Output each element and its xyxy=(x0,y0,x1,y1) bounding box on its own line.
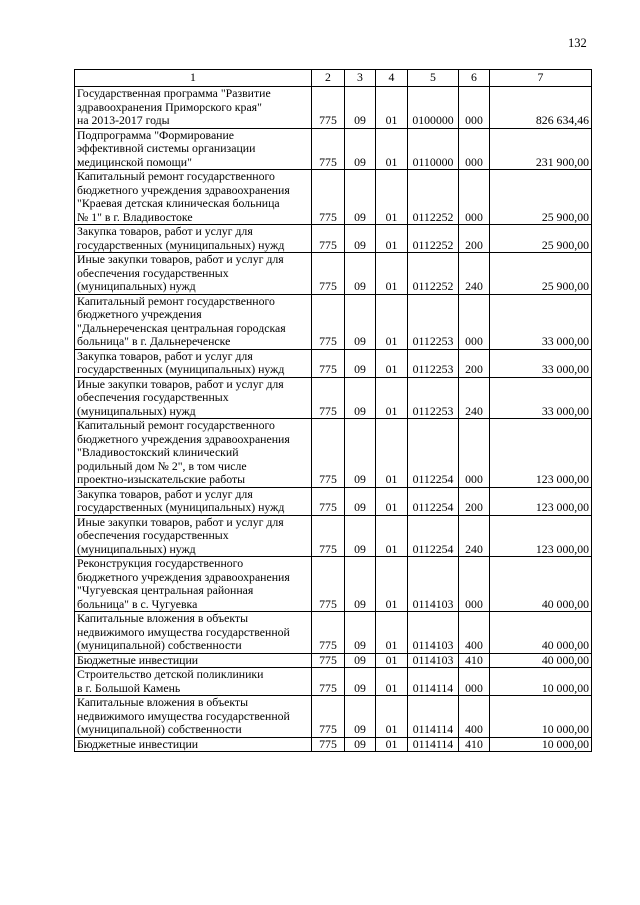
row-expense-type-code: 000 xyxy=(459,87,490,129)
row-name: Иные закупки товаров, работ и услуг для обеспечения государственных (муниципальных) нужд xyxy=(75,515,312,557)
row-section-code: 09 xyxy=(345,253,376,295)
row-amount: 826 634,46 xyxy=(490,87,592,129)
row-subsection-code: 01 xyxy=(376,419,408,488)
row-section-code: 09 xyxy=(345,349,376,377)
row-name: Строительство детской поликлиники в г. Большой Камень xyxy=(75,668,312,696)
column-header-3: 3 xyxy=(345,70,376,87)
row-amount: 10 000,00 xyxy=(490,668,592,696)
row-amount: 40 000,00 xyxy=(490,653,592,668)
row-ministry-code: 775 xyxy=(312,668,345,696)
table-row xyxy=(75,737,592,752)
row-name: Капитальный ремонт государственного бюджетного учреждения здравоохранения "Владивостокский клинический родильный дом № 2", в том числе проектно-изыскательские работы xyxy=(75,419,312,488)
row-section-code: 09 xyxy=(345,737,376,752)
row-expense-type-code: 000 xyxy=(459,128,490,170)
row-subsection-code: 01 xyxy=(376,170,408,225)
row-subsection-code: 01 xyxy=(376,253,408,295)
column-header-4: 4 xyxy=(376,70,408,87)
row-amount: 25 900,00 xyxy=(490,170,592,225)
row-section-code: 09 xyxy=(345,612,376,654)
row-ministry-code: 775 xyxy=(312,737,345,752)
row-subsection-code: 01 xyxy=(376,668,408,696)
row-name: Бюджетные инвестиции xyxy=(75,653,312,668)
table-row xyxy=(75,253,592,295)
row-amount: 33 000,00 xyxy=(490,377,592,419)
table-row xyxy=(75,487,592,515)
table-row xyxy=(75,653,592,668)
row-target-code: 0114114 xyxy=(408,668,459,696)
row-amount: 10 000,00 xyxy=(490,737,592,752)
row-target-code: 0112252 xyxy=(408,253,459,295)
row-amount: 123 000,00 xyxy=(490,487,592,515)
row-amount: 123 000,00 xyxy=(490,515,592,557)
row-ministry-code: 775 xyxy=(312,696,345,738)
row-expense-type-code: 200 xyxy=(459,487,490,515)
row-expense-type-code: 240 xyxy=(459,253,490,295)
row-amount: 40 000,00 xyxy=(490,612,592,654)
row-expense-type-code: 000 xyxy=(459,294,490,349)
row-section-code: 09 xyxy=(345,557,376,612)
row-amount: 10 000,00 xyxy=(490,696,592,738)
row-name: Реконструкция государственного бюджетного учреждения здравоохранения "Чугуевская центральная районная больница" в с. Чугуевка xyxy=(75,557,312,612)
row-target-code: 0114103 xyxy=(408,612,459,654)
row-subsection-code: 01 xyxy=(376,87,408,129)
table-row xyxy=(75,349,592,377)
row-section-code: 09 xyxy=(345,668,376,696)
row-target-code: 0112253 xyxy=(408,349,459,377)
row-expense-type-code: 410 xyxy=(459,737,490,752)
row-expense-type-code: 000 xyxy=(459,170,490,225)
row-expense-type-code: 000 xyxy=(459,557,490,612)
budget-table xyxy=(74,69,592,752)
row-name: Закупка товаров, работ и услуг для государственных (муниципальных) нужд xyxy=(75,487,312,515)
row-name: Подпрограмма "Формирование эффективной системы организации медицинской помощи" xyxy=(75,128,312,170)
table-row xyxy=(75,170,592,225)
row-name: Капитальные вложения в объекты недвижимого имущества государственной (муниципальной) собственности xyxy=(75,696,312,738)
row-amount: 123 000,00 xyxy=(490,419,592,488)
row-subsection-code: 01 xyxy=(376,487,408,515)
row-name: Государственная программа "Развитие здравоохранения Приморского края" на 2013-2017 годы xyxy=(75,87,312,129)
row-expense-type-code: 000 xyxy=(459,419,490,488)
row-section-code: 09 xyxy=(345,225,376,253)
row-amount: 25 900,00 xyxy=(490,253,592,295)
table-row xyxy=(75,612,592,654)
row-ministry-code: 775 xyxy=(312,377,345,419)
column-header-6: 6 xyxy=(459,70,490,87)
row-ministry-code: 775 xyxy=(312,170,345,225)
row-section-code: 09 xyxy=(345,653,376,668)
row-expense-type-code: 200 xyxy=(459,225,490,253)
row-ministry-code: 775 xyxy=(312,612,345,654)
row-subsection-code: 01 xyxy=(376,294,408,349)
row-section-code: 09 xyxy=(345,294,376,349)
row-expense-type-code: 400 xyxy=(459,696,490,738)
table-row xyxy=(75,696,592,738)
table-row xyxy=(75,668,592,696)
table-header-row xyxy=(75,70,592,87)
table-body xyxy=(75,87,592,752)
row-target-code: 0100000 xyxy=(408,87,459,129)
row-amount: 25 900,00 xyxy=(490,225,592,253)
table-row xyxy=(75,87,592,129)
row-amount: 33 000,00 xyxy=(490,349,592,377)
row-amount: 33 000,00 xyxy=(490,294,592,349)
column-header-5: 5 xyxy=(408,70,459,87)
row-subsection-code: 01 xyxy=(376,349,408,377)
row-target-code: 0114103 xyxy=(408,653,459,668)
row-name: Капитальный ремонт государственного бюджетного учреждения "Дальнереченская центральная городская больница" в г. Дальнереченске xyxy=(75,294,312,349)
row-section-code: 09 xyxy=(345,170,376,225)
row-name: Закупка товаров, работ и услуг для государственных (муниципальных) нужд xyxy=(75,349,312,377)
row-subsection-code: 01 xyxy=(376,515,408,557)
table-row xyxy=(75,294,592,349)
row-target-code: 0112253 xyxy=(408,294,459,349)
row-expense-type-code: 200 xyxy=(459,349,490,377)
row-target-code: 0112252 xyxy=(408,225,459,253)
row-ministry-code: 775 xyxy=(312,557,345,612)
row-ministry-code: 775 xyxy=(312,253,345,295)
table-row xyxy=(75,128,592,170)
row-section-code: 09 xyxy=(345,128,376,170)
row-subsection-code: 01 xyxy=(376,612,408,654)
row-expense-type-code: 400 xyxy=(459,612,490,654)
row-ministry-code: 775 xyxy=(312,515,345,557)
row-ministry-code: 775 xyxy=(312,225,345,253)
row-ministry-code: 775 xyxy=(312,349,345,377)
row-expense-type-code: 240 xyxy=(459,377,490,419)
table-row xyxy=(75,225,592,253)
column-header-1: 1 xyxy=(75,70,312,87)
row-subsection-code: 01 xyxy=(376,653,408,668)
row-target-code: 0112254 xyxy=(408,487,459,515)
row-target-code: 0114114 xyxy=(408,737,459,752)
row-expense-type-code: 240 xyxy=(459,515,490,557)
row-subsection-code: 01 xyxy=(376,696,408,738)
row-name: Бюджетные инвестиции xyxy=(75,737,312,752)
row-subsection-code: 01 xyxy=(376,225,408,253)
row-target-code: 0110000 xyxy=(408,128,459,170)
row-subsection-code: 01 xyxy=(376,128,408,170)
row-amount: 231 900,00 xyxy=(490,128,592,170)
row-name: Иные закупки товаров, работ и услуг для обеспечения государственных (муниципальных) нужд xyxy=(75,253,312,295)
table-row xyxy=(75,515,592,557)
row-target-code: 0112253 xyxy=(408,377,459,419)
row-subsection-code: 01 xyxy=(376,377,408,419)
row-expense-type-code: 410 xyxy=(459,653,490,668)
row-section-code: 09 xyxy=(345,487,376,515)
column-header-7: 7 xyxy=(490,70,592,87)
row-target-code: 0112252 xyxy=(408,170,459,225)
row-ministry-code: 775 xyxy=(312,294,345,349)
table-row xyxy=(75,557,592,612)
page-number: 132 xyxy=(568,36,587,50)
row-section-code: 09 xyxy=(345,696,376,738)
row-section-code: 09 xyxy=(345,87,376,129)
row-target-code: 0112254 xyxy=(408,515,459,557)
table-row xyxy=(75,377,592,419)
column-header-2: 2 xyxy=(312,70,345,87)
row-name: Капитальный ремонт государственного бюджетного учреждения здравоохранения "Краевая детская клиническая больница № 1" в г. Владивостоке xyxy=(75,170,312,225)
row-expense-type-code: 000 xyxy=(459,668,490,696)
row-target-code: 0114114 xyxy=(408,696,459,738)
row-ministry-code: 775 xyxy=(312,419,345,488)
row-target-code: 0112254 xyxy=(408,419,459,488)
row-ministry-code: 775 xyxy=(312,128,345,170)
row-subsection-code: 01 xyxy=(376,737,408,752)
row-name: Закупка товаров, работ и услуг для государственных (муниципальных) нужд xyxy=(75,225,312,253)
row-subsection-code: 01 xyxy=(376,557,408,612)
row-amount: 40 000,00 xyxy=(490,557,592,612)
row-name: Капитальные вложения в объекты недвижимого имущества государственной (муниципальной) собственности xyxy=(75,612,312,654)
row-ministry-code: 775 xyxy=(312,653,345,668)
row-section-code: 09 xyxy=(345,377,376,419)
row-section-code: 09 xyxy=(345,515,376,557)
row-name: Иные закупки товаров, работ и услуг для обеспечения государственных (муниципальных) нужд xyxy=(75,377,312,419)
row-section-code: 09 xyxy=(345,419,376,488)
table-row xyxy=(75,419,592,488)
row-ministry-code: 775 xyxy=(312,87,345,129)
row-ministry-code: 775 xyxy=(312,487,345,515)
row-target-code: 0114103 xyxy=(408,557,459,612)
